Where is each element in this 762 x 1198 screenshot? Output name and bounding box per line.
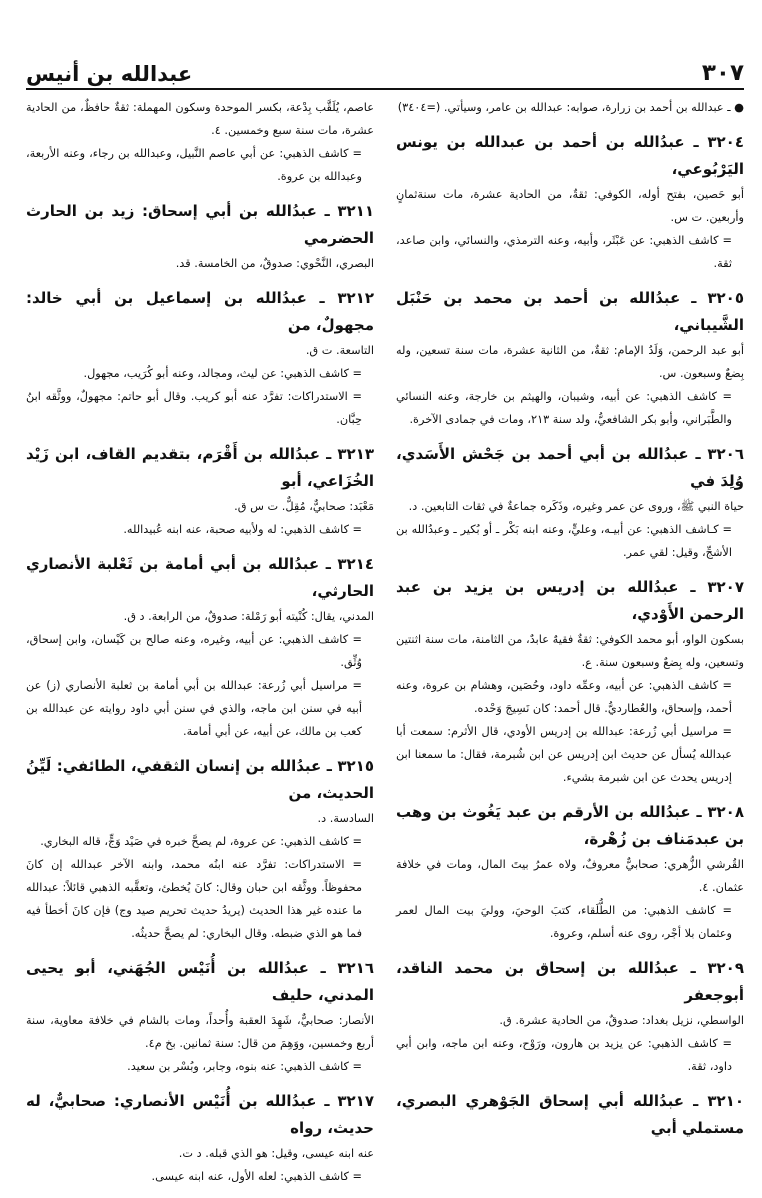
biography-entry [26,96,374,188]
entry-heading: ٣٢١١ ـ عبدُالله بن أبي إسحاق: زيد بن الحارث الحضرمي [26,202,374,247]
entry-heading: ٣٢٠٧ ـ عبدُالله بن إدريس بن يزيد بن عبد الرحمن الأَوْدي، [396,578,744,623]
entry-text: القُرشي الزُّهري: صحابيٌّ معروفٌ، ولاه عمرُ بيتَ المال، ومات في خلافة عثمان. ٤. [396,858,744,894]
entry-text: = الاستدراكات: تفرَّد عنه أبو كريب. وقال أبو حاتم: مجهولٌ، ووثَّقه ابنُ حِبَّان. [26,390,362,426]
entry-text: بسكون الواو، أبو محمد الكوفي: ثقةٌ فقيهٌ عابدٌ، من الثامنة، مات سنة اثنتين وتسعين، وله بِضعٌ وسبعون سنة. ع. [396,633,744,669]
entry-text: عاصم، يُلَقَّب بِدْعة، بكسر الموحدة وسكون المهملة: ثقةٌ حافظٌ، من الحادية عشرة، مات سنة سبع وخمسين. ٤. [26,101,374,137]
entry-text: = كاشف الذهبي: عن يزيد بن هارون، ورَوْح، وعنه ابن ماجه، وابن أبي داود، ثقة. [396,1037,732,1073]
entry-text: = كاشف الذهبي: عن ليث، ومجالد، وعنه أبو كُرَيب، مجهول. [83,367,362,380]
page-number: ٣٠٧ [701,60,744,86]
biography-entry [396,574,744,789]
entry-heading: ٣٢١٢ ـ عبدُالله بن إسماعيل بن أبي خالد: مجهولٌ، من [26,289,374,334]
entry-text: أبو عبد الرحمن، وَلَدُ الإمام: ثقةٌ، من الثانية عشرة، مات سنة تسعين، وله بِضعٌ وسبعون. س. [396,344,744,380]
entry-heading: ٣٢٠٤ ـ عبدُالله بن أحمد بن عبدالله بن يونس اليَرْبُوعي، [396,133,744,178]
entry-text: الواسطي، نزيل بغداد: صدوقٌ، من الحادية عشرة. ق. [499,1014,744,1027]
biography-entry [26,198,374,275]
entry-text: = كاشف الذهبي: له ولأبيه صحبة، عنه ابنه عُبيدالله. [123,523,362,536]
entry-text: السادسة. د. [317,812,374,825]
entry-text: = مراسيل أبي زُرعة: عبدالله بن إدريس الأودي، قال الأثرم: سمعت أبا عبدالله يُسأل عن حديث ابن إدريس عن ابن شُبرمة، فقال: ما سمعنا ابن إدريس يحدث عن ابن شبرمة بشيء. [396,725,732,784]
entry-heading: ٣٢٠٨ ـ عبدُالله بن الأرقم بن عبد يَغُوث بن وهب بن عبدمَناف بن زُهْرة، [396,803,744,848]
entry-text: الأنصار: صحابيٌّ، شَهِدَ العقبة وأُحداً، ومات بالشام في خلافة معاوية، سنة أربع وخمسين، ووَهِمَ من قال: سنة ثمانين. بخ م٤. [26,1014,374,1050]
entry-heading: ٣٢١٠ ـ عبدُالله أبي إسحاق الجَوْهري البصري، مستملي أبي [396,1092,744,1137]
biography-entry [396,955,744,1078]
biography-entry [396,129,744,275]
entry-text: = كاشف الذهبي: عن أبيه، وشيبان، والهيثم بن خارجة، وعنه النسائي والطَّبَراني، وأبو بكر الشافعيُّ، ولد سنة ٢١٣، ومات في جمادى الآخرة. [396,390,732,426]
biography-entry [396,96,744,119]
entry-heading: ٣٢٠٦ ـ عبدُالله بن أبي أحمد بن جَحْش الأَسَدي، وُلِدَ في [396,445,744,490]
entry-text: = مراسيل أبي زُرعة: عبدالله بن أبي أمامة بن ثعلبة الأنصاري (ز) عن أبيه في سنن ابن ماجه، والذي في سنن أبي داود روايته عن عبدالله بن كعب بن مالك، عن أبيه، عن أبي أمامة. [26,679,362,738]
entry-text: المدني، يقال: كُنْيته أبو رَمْلة: صدوقٌ، من الرابعة. د ق. [123,610,374,623]
entry-heading: ٣٢٠٩ ـ عبدُالله بن إسحاق بن محمد الناقد، أبوجعفر [396,959,744,1004]
entry-text: = الاستدراكات: تفرَّد عنه ابنُه محمد، وابنه الآخر عبدالله إن كانَ محفوظاً. ووثَّقه ابن حبان وقال: كانَ يُخطئ، وتعقَّبه الذهبي قائلاً: عبدالله ما عنده غير هذا الحديث (يريدُ حديث تحريم صيد وج) فإن كانَ أخطأ فيه فما هو الذي ضبطه. وقال البخاري: لم يصحَّ حديثُه. [26,858,362,940]
entry-text: أبو حَصين، بفتح أوله، الكوفي: ثقةٌ، من الحادية عشرة، مات سنةثمانٍ وأربعين. ت س. [396,188,744,224]
page-header [26,58,744,92]
running-title: عبدالله بن أنيس [26,62,193,86]
entry-heading: ٣٢٠٥ ـ عبدُالله بن أحمد بن محمد بن حَنْبَل الشَّيباني، [396,289,744,334]
biography-entry [26,753,374,945]
biography-entry [26,285,374,431]
right-column [396,96,744,1152]
entry-text: = كاشف الذهبي: عن أبيه، وغيره، وعنه صالح بن كَيْسان، وابن إسحاق، وُثِّق. [26,633,362,669]
entry-text: = كاشف الذهبي: لعله الأول، عنه ابنه عيسى. [151,1170,362,1183]
entry-text: ● ـ عبدالله بن أحمد بن زرارة، صوابه: عبدالله بن عامر، وسيأتي. (=٣٤٠٤) [397,101,744,114]
entry-text: = كاشف الذهبي: عنه بنوه، وجابر، وبُسْر بن سعيد. [127,1060,362,1073]
entry-heading: ٣٢١٦ ـ عبدُالله بن أُنَيْس الجُهَني، أبو يحيى المدني، حليف [26,959,374,1004]
entry-text: مَعْبَد: صحابيٌّ، مُقِلٌّ. ت س ق. [234,500,374,513]
entry-text: عنه ابنه عيسى، وقيل: هو الذي قبله. د ت. [178,1147,374,1160]
entry-text: حياة النبي ﷺ، وروى عن عمر وغيره، وذَكَره جماعةٌ في ثقات التابعين. د. [408,500,744,513]
entry-text: = كاشف الذهبي: عن أبي عاصم النَّبيل، وعبدالله بن رجاء، وعنه الأربعة، وعبدالله بن عروة. [26,147,362,183]
biography-entry [396,1088,744,1142]
biography-entry [26,1088,374,1188]
entry-heading: ٣٢١٣ ـ عبدُالله بن أَقْرَم، بتقديم القاف، ابن زَيْد الخُزَاعي، أبو [26,445,374,490]
entry-text: التاسعة. ت ق. [305,344,374,357]
biography-entry [26,551,374,743]
entry-text: = كاشف الذهبي: من الطُّلَقاء، كتبَ الوحيَ، ووليَ بيت المال لعمر وعثمان بلا أجْر، روى عنه أسلم، وعروة. [396,904,732,940]
header-rule [26,88,744,90]
biography-entry [26,955,374,1078]
biography-entry [396,285,744,431]
entry-text: = كاشف الذهبي: عن أبيه، وعمِّه داود، وحُصَين، وهشام بن عروة، وعنه أحمد، وإسحاق، والعُطارديُّ. قال أحمد: كان نَسِيجَ وَحْده. [396,679,732,715]
entry-heading: ٣٢١٤ ـ عبدُالله بن أبي أمامة بن ثَعْلبة الأنصاري الحارثي، [26,555,374,600]
entry-text: = كاشف الذهبي: عن عروة، لم يصحَّ خبره في صَيْد وَجٍّ، قاله البخاري. [40,835,362,848]
biography-entry [396,441,744,564]
left-column [26,96,374,1198]
entry-text: = كاشف الذهبي: عن عَبْثَر، وأبيه، وعنه الترمذي، والنسائي، وابن صاعد، ثقة. [396,234,732,270]
entry-heading: ٣٢١٥ ـ عبدُالله بن إنسان الثقفي، الطائفي: لَيِّنُ الحديث، من [26,757,374,802]
entry-heading: ٣٢١٧ ـ عبدُالله بن أُنَيْس الأنصاري: صحابيٌّ، له حديث، رواه [26,1092,374,1137]
biography-entry [396,799,744,945]
entry-text: البصري، النَّحْوي: صدوقٌ، من الخامسة. قد. [175,257,374,270]
entry-text: = كـاشف الذهبي: عن أبيـه، وعليٍّ، وعنه ابنه بَكْر ـ أو بُكير ـ وعبدُالله بن الأشجِّ، وقيل: لقي عمر. [396,523,732,559]
biography-entry [26,441,374,541]
